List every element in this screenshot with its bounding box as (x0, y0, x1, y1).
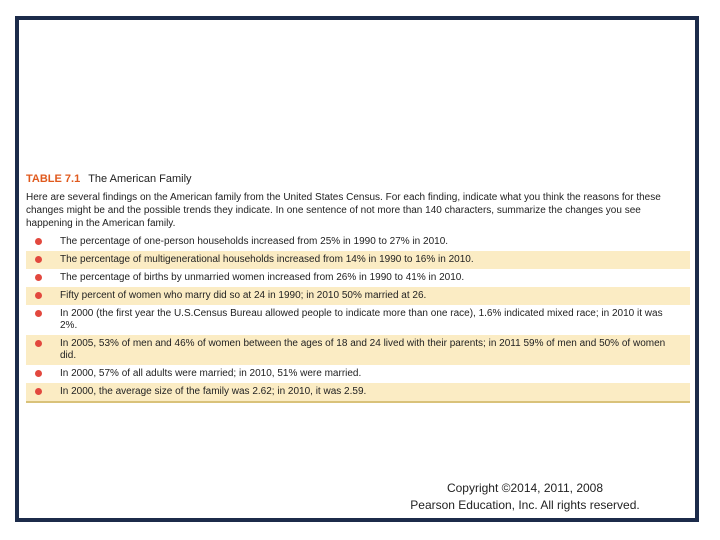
list-item (26, 251, 690, 269)
table-intro: Here are several findings on the American family from the United States Census. For each finding, indicate what you think the reasons for these changes might be and the possible trends they indicate. In one sentence of not more than 140 characters, summarize the changes you see happening in the American family. (26, 192, 661, 229)
bullet-icon (35, 256, 42, 263)
list-item (26, 305, 690, 335)
list-item-text: The percentage of multigenerational households increased from 14% in 1990 to 16% in 2010. (60, 254, 474, 265)
list-item (26, 383, 690, 401)
list-item (26, 269, 690, 287)
table-7-1 (26, 172, 690, 403)
list-item-text: Fifty percent of women who marry did so at 24 in 1990; in 2010 50% married at 26. (60, 290, 427, 301)
bullet-icon (35, 310, 42, 317)
list-item-text: In 2005, 53% of men and 46% of women between the ages of 18 and 24 lived with their parents; in 2011 59% of men and 50% of women did. (60, 338, 666, 361)
list-item-text: In 2000, the average size of the family was 2.62; in 2010, it was 2.59. (60, 386, 367, 397)
list-item (26, 335, 690, 365)
list-item (26, 233, 690, 251)
list-item-text: In 2000, 57% of all adults were married; in 2010, 51% were married. (60, 368, 362, 379)
list-item (26, 287, 690, 305)
table-title (26, 172, 690, 187)
bullet-icon (35, 388, 42, 395)
bullet-icon (35, 292, 42, 299)
copyright-notice (340, 480, 710, 514)
table-name: The American Family (88, 173, 192, 185)
bullet-icon (35, 274, 42, 281)
findings-list (26, 233, 690, 403)
copyright-line-1: Copyright ©2014, 2011, 2008 (446, 481, 604, 495)
bullet-icon (35, 370, 42, 377)
bullet-icon (35, 340, 42, 347)
table-number: TABLE 7.1 (26, 173, 81, 185)
list-item-text: In 2000 (the first year the U.S.Census Bureau allowed people to indicate more than one race), 1.6% indicated mixed race; in 2010 it was 2%. (60, 308, 663, 331)
list-item-text: The percentage of one-person households increased from 25% in 1990 to 27% in 2010. (60, 236, 449, 247)
list-item-text: The percentage of births by unmarried women increased from 26% in 1990 to 41% in 2010. (60, 272, 465, 283)
bullet-icon (35, 238, 42, 245)
list-item (26, 365, 690, 383)
copyright-line-2: Pearson Education, Inc. All rights reserved. (410, 498, 640, 512)
